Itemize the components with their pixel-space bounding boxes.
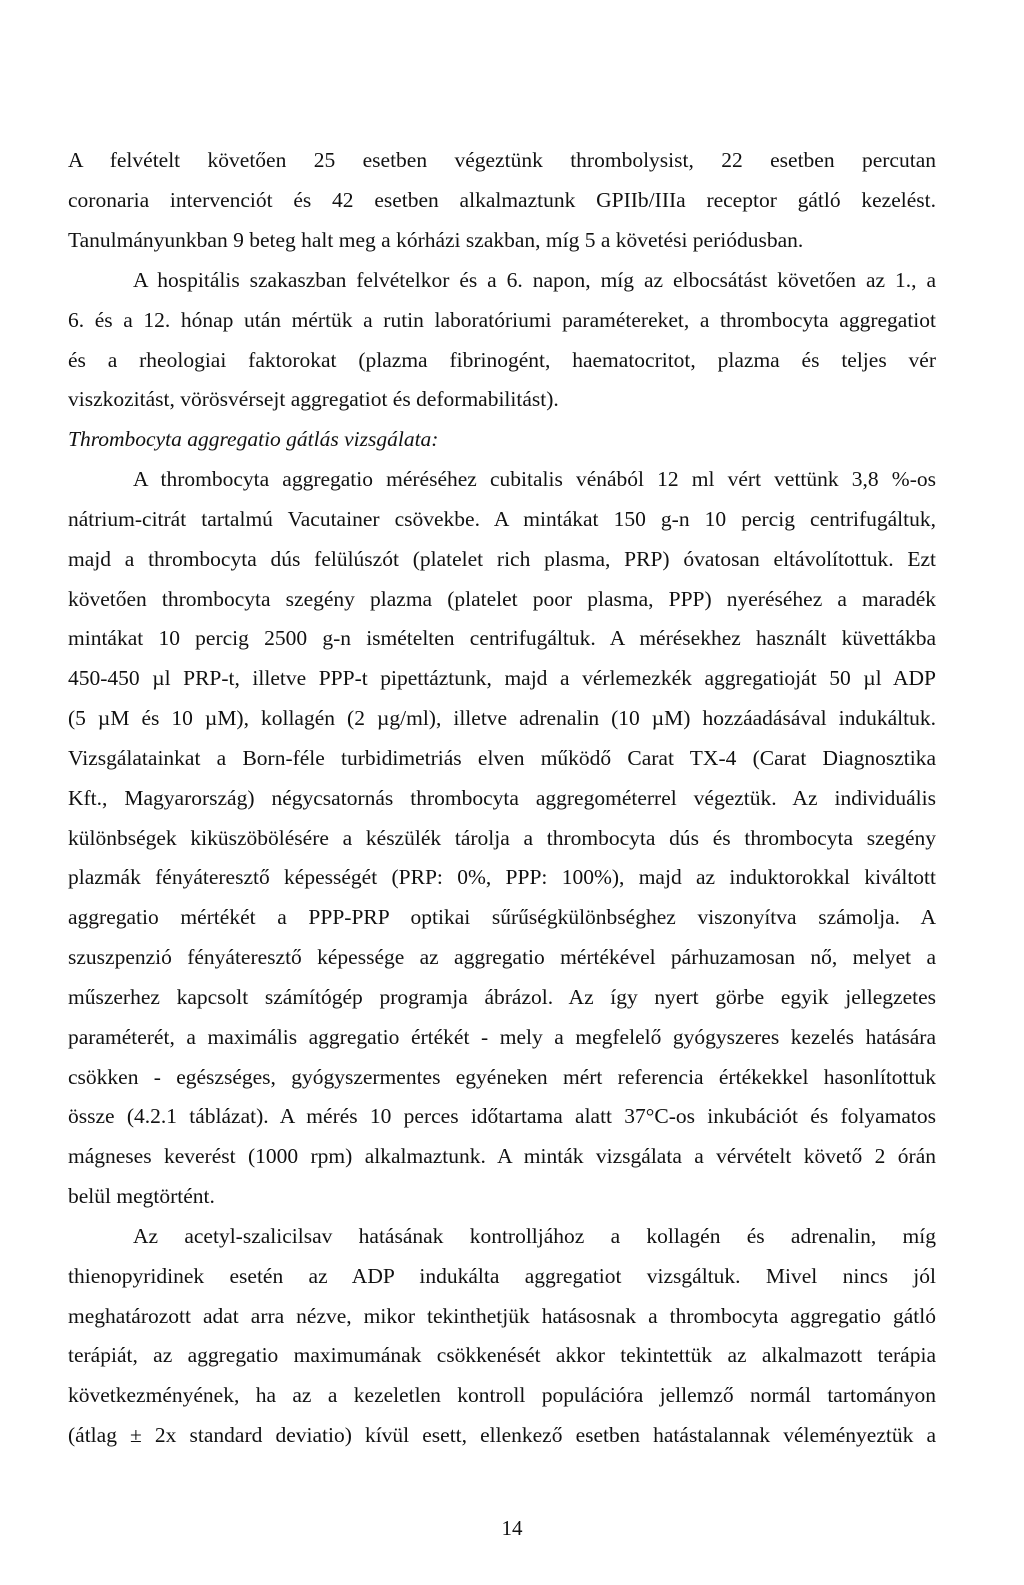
paragraph-line: Az acetyl-szalicilsav hatásának kontrolljához a kollagén és adrenalin, míg: [133, 1224, 936, 1248]
paragraph-line: követően thrombocyta szegény plazma (platelet poor plasma, PPP) nyeréséhez a maradék: [68, 587, 936, 611]
paragraph-line: aggregatio mértékét a PPP-PRP optikai sűrűségkülönbséghez viszonyítva számolja. A: [68, 905, 936, 929]
paragraph-line: meghatározott adat arra nézve, mikor tekinthetjük hatásosnak a thrombocyta aggregatio gátló: [68, 1304, 936, 1328]
paragraph-line: Kft., Magyarország) négycsatornás thrombocyta aggregométerrel végeztük. Az individuális: [68, 786, 936, 810]
paragraph-line: Vizsgálatainkat a Born-féle turbidimetriás elven működő Carat TX-4 (Carat Diagnosztika: [68, 746, 936, 770]
paragraph-line: A felvételt követően 25 esetben végeztünk thrombolysist, 22 esetben percutan: [68, 148, 936, 172]
paragraph-line: össze (4.2.1 táblázat). A mérés 10 perces időtartama alatt 37°C-os inkubációt és folyamatos: [68, 1104, 936, 1128]
paragraph-line: A thrombocyta aggregatio méréséhez cubitalis vénából 12 ml vért vettünk 3,8 %-os: [133, 467, 936, 491]
paragraph-line: és a rheologiai faktorokat (plazma fibrinogént, haematocritot, plazma és teljes vér: [68, 348, 936, 372]
paragraph-line: majd a thrombocyta dús felülúszót (platelet rich plasma, PRP) óvatosan eltávolítottuk. Ezt: [68, 547, 936, 571]
paragraph-line: nátrium-citrát tartalmú Vacutainer csövekbe. A mintákat 150 g-n 10 percig centrifugáltuk,: [68, 507, 936, 531]
paragraph-line: (átlag ± 2x standard deviatio) kívül esett, ellenkező esetben hatástalannak véleményeztük a: [68, 1423, 936, 1447]
paragraph-line: 6. és a 12. hónap után mértük a rutin laboratóriumi paramétereket, a thrombocyta aggregatiot: [68, 308, 936, 332]
paragraph-line: (5 µM és 10 µM), kollagén (2 µg/ml), illetve adrenalin (10 µM) hozzáadásával indukáltuk.: [68, 706, 936, 730]
paragraph-line: plazmák fényáteresztő képességét (PRP: 0%, PPP: 100%), majd az induktorokkal kiváltott: [68, 865, 936, 889]
paragraph-line: viszkozitást, vörösvérsejt aggregatiot és deformabilitást).: [68, 387, 559, 411]
paragraph-line: 450-450 µl PRP-t, illetve PPP-t pipettáztunk, majd a vérlemezkék aggregatioját 50 µl ADP: [68, 666, 936, 690]
paragraph-line: belül megtörtént.: [68, 1184, 215, 1208]
paragraph-line: paraméterét, a maximális aggregatio értékét - mely a megfelelő gyógyszeres kezelés hatására: [68, 1025, 936, 1049]
paragraph-line: thienopyridinek esetén az ADP indukálta aggregatiot vizsgáltuk. Mivel nincs jól: [68, 1264, 936, 1288]
paragraph-line: mintákat 10 percig 2500 g-n ismételten centrifugáltuk. A mérésekhez használt küvettákba: [68, 626, 936, 650]
paragraph-line: műszerhez kapcsolt számítógép programja ábrázol. Az így nyert görbe egyik jellegzetes: [68, 985, 936, 1009]
page-number: 14: [501, 1516, 523, 1540]
paragraph-line: szuszpenzió fényáteresztő képessége az aggregatio mértékével párhuzamosan nő, melyet a: [68, 945, 936, 969]
paragraph-line: mágneses keverést (1000 rpm) alkalmaztunk. A minták vizsgálata a vérvételt követő 2 órán: [68, 1144, 936, 1168]
paragraph-line: coronaria intervenciót és 42 esetben alkalmaztunk GPIIb/IIIa receptor gátló kezelést.: [68, 188, 936, 212]
paragraph-line: következményének, ha az a kezeletlen kontroll populációra jellemző normál tartományon: [68, 1383, 936, 1407]
paragraph-line: Tanulmányunkban 9 beteg halt meg a kórházi szakban, míg 5 a követési periódusban.: [68, 228, 804, 252]
paragraph-line: különbségek kiküszöbölésére a készülék tárolja a thrombocyta dús és thrombocyta szegény: [68, 826, 936, 850]
paragraph-line: csökken - egészséges, gyógyszermentes egyéneken mért referencia értékekkel hasonlítottuk: [68, 1065, 936, 1089]
paragraph-line: terápiát, az aggregatio maximumának csökkenését akkor tekintettük az alkalmazott terápia: [68, 1343, 936, 1367]
paragraph-line: A hospitális szakaszban felvételkor és a 6. napon, míg az elbocsátást követően az 1., a: [133, 268, 936, 292]
section-heading: Thrombocyta aggregatio gátlás vizsgálata:: [68, 427, 439, 451]
